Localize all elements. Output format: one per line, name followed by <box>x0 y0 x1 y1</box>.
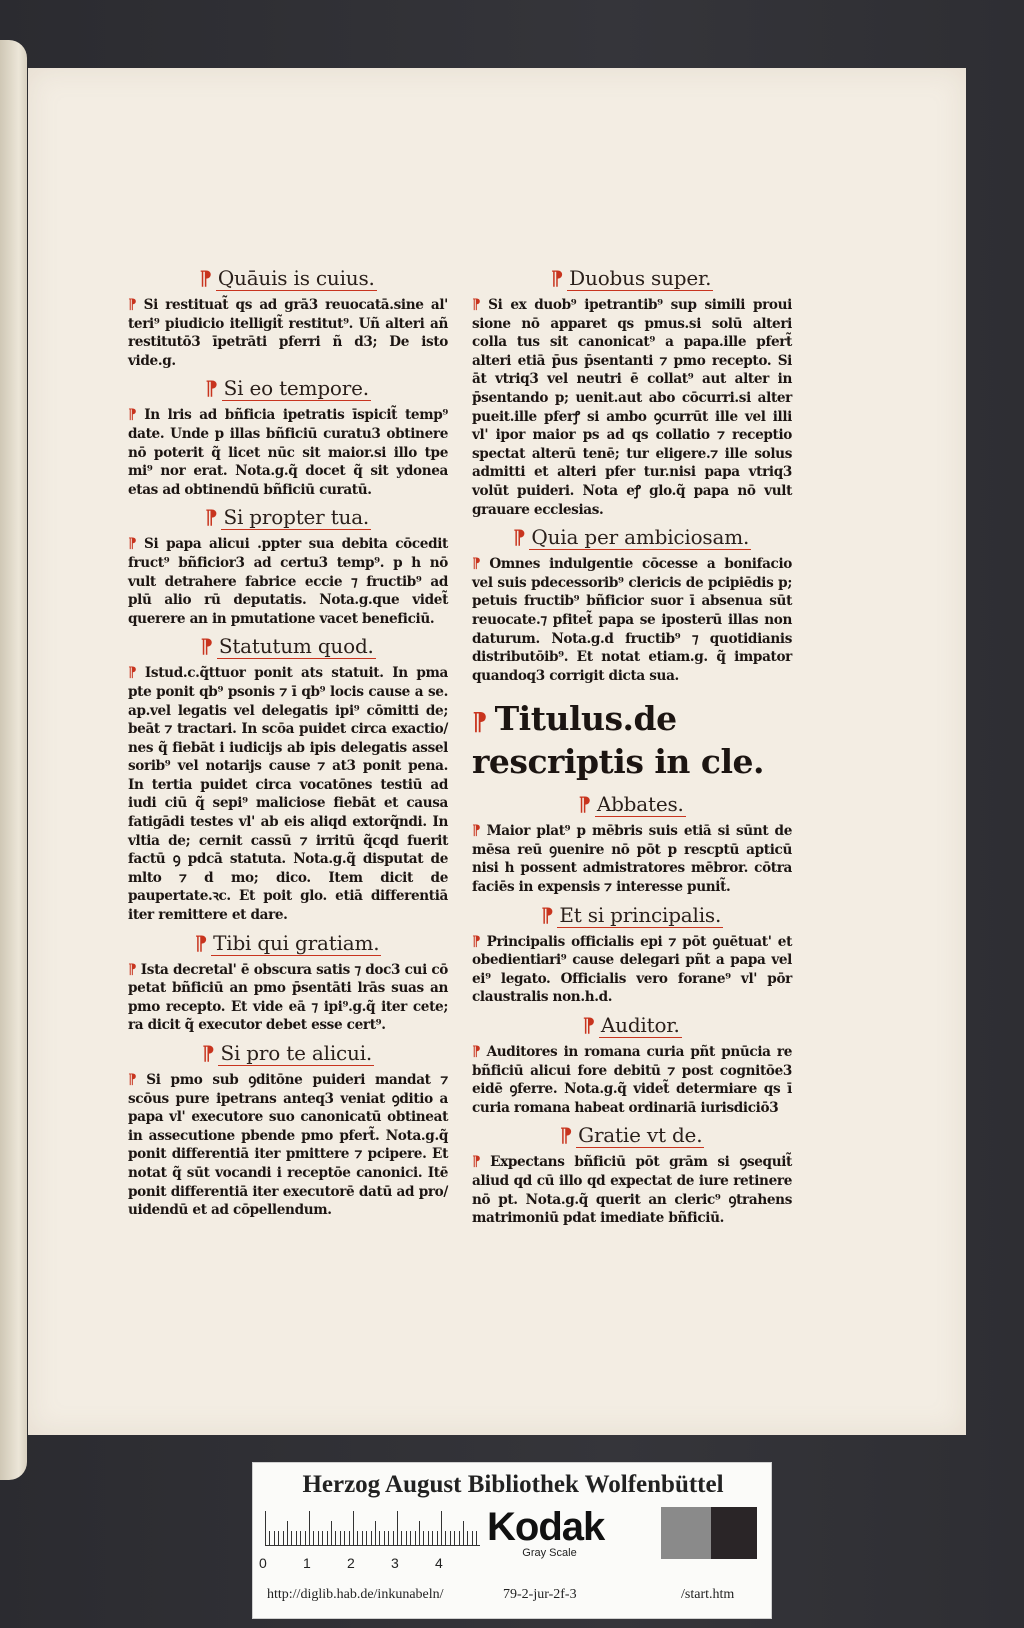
section-text: ⁋ Si restituat̃ qs ad grā3 reuocatā.sine al' teri⁹ piudicio itelligit̃ restitut⁹. Uñ alteri añ restitutō3 īpetrāti pferri ñ d3; De isto vide.g. <box>128 297 448 369</box>
facing-page-edge <box>0 40 27 1480</box>
book-page <box>28 68 966 1435</box>
ruler-tick <box>318 1531 319 1545</box>
section-heading: ⁋ Abbates. <box>578 792 684 817</box>
ruler-tick <box>437 1531 438 1545</box>
ruler-tick <box>335 1531 336 1545</box>
section-heading: ⁋ Quāuis is cuius. <box>199 266 375 290</box>
ruler-label: 2 <box>347 1555 355 1571</box>
ruler-tick <box>415 1531 416 1545</box>
ruler-tick <box>379 1531 380 1545</box>
ruler-tick <box>454 1531 455 1545</box>
section-text: ⁋ Si papa alicui .ppter sua debita cōcedit fruct⁹ bñficior3 ad certu3 temp⁹. p h nō vult detrahere fabrice eccie ⁊ fructib⁹ ad plū alio rū deputatis. Nota.g.que videt̃ querere an in pmutatione vacet beneficiū. <box>128 536 448 627</box>
library-name: Herzog August Bibliothek Wolfenbüttel <box>302 1471 724 1498</box>
section-heading: ⁋ Quia per ambiciosam. <box>512 525 750 550</box>
color-scale-card <box>252 1462 772 1619</box>
url-part: 79-2-jur-2f-3 <box>503 1587 577 1602</box>
ruler-tick <box>445 1531 446 1545</box>
ruler-tick <box>441 1511 442 1545</box>
section-heading: ⁋ Si eo tempore. <box>205 376 369 401</box>
ruler-label: 0 <box>259 1555 267 1571</box>
section-text: ⁋ Maior plat⁹ p mēbris suis etiā si sūnt de mēsa reū ꝯuenire nō pōt p rescptū apticū nisi h possent admistratores mēbror. cōtra faciēs in expensis ⁊ interesse punit̃. <box>472 823 792 896</box>
ruler-tick <box>269 1531 270 1545</box>
ruler-tick <box>291 1531 292 1545</box>
ruler-tick <box>357 1531 358 1545</box>
ruler-tick <box>459 1531 460 1545</box>
gray-patch-dark <box>711 1507 757 1559</box>
ruler-tick <box>467 1531 468 1545</box>
left-column <box>128 260 448 1226</box>
section-heading: ⁋ Tibi qui gratiam. <box>194 930 380 955</box>
ruler-tick <box>406 1531 407 1545</box>
ruler <box>265 1511 480 1551</box>
section-heading: ⁋ Duobus super. <box>550 266 712 290</box>
section-text: ⁋ Principalis officialis epi ⁊ pōt ꝯuētuat' et obedientiari⁹ cause delegari pñt a papa vel ei⁹ legato. Officialis vero forane⁹ vl' pōr claustralis non.h.d. <box>472 933 792 1006</box>
ruler-tick <box>344 1531 345 1545</box>
section-heading: ⁋ Si pro te alicui. <box>201 1041 373 1065</box>
ruler-tick <box>476 1531 477 1545</box>
section-text: ⁋ Ista decretal' ē obscura satis ⁊ doc3 cui cō petat bñficiū an pmo p̄sentāti lrās suas an pmo recepto. Et vide eā ⁊ ipi⁹.g.q̃ iter cete; ra dicit q̃ executor debet esse cert⁹. <box>128 961 448 1034</box>
section-heading: ⁋ Et si principalis. <box>540 902 722 927</box>
section-heading: ⁋ Gratie vt de. <box>559 1123 703 1148</box>
ruler-tick <box>362 1531 363 1545</box>
section-text: ⁋ Istud.c.q̃ttuor ponit ats statuit. In pma pte ponit qb⁹ psonis ⁊ ī qb⁹ locis cause a se. ap.vel legatis vel delegatis ipi⁹ cōmitti de; beāt ⁊ tractari. In scōa puidet circa exactio/ nes q̃ fiebāt i iudicijs ab ipis delegatis assel sorib⁹ vel notarijs cause ⁊ at3 ponit pena. In tertia puidet circa vocatōnes testiū ad iudi ciū q̃ sepi⁹ maliciose fiebāt et causa fatigādi testes vl' ab eis aliqd extorq̃ndi. In vltia de; cernit cassū ⁊ irritū q̃cqd fuerit factū ꝯ pdcā statuta. Nota.g.q̃ disputat de mlto ⁊ d mo; dico. Item dicit de paupertate.ꝛc. Et poit glo. etiā differentiā iter remittere et dare. <box>128 665 448 924</box>
ruler-label: 4 <box>435 1555 443 1571</box>
ruler-tick <box>353 1511 354 1545</box>
ruler-label: 1 <box>303 1555 311 1571</box>
ruler-label: 3 <box>391 1555 399 1571</box>
chapter-title: ⁋ Titulus.de rescriptis in cle. <box>472 699 765 782</box>
ruler-tick <box>278 1531 279 1545</box>
ruler-tick <box>397 1511 398 1545</box>
section-text: ⁋ Si pmo sub ꝯditōne puideri mandat ⁊ scōus pure ipetrans anteq3 veniat ꝯditio a papa vl' executore suo canonicatū obtineat in assecutione pbende pmo pfert̃. Nota.g.q̃ ponit differentiā iter pmittere ⁊ pcipere. Et notat q̃ sūt vocandi i receptōe canonici. Itē ponit differentiā iter executorē datū ad pro/ uidendū et ad cōpellendum. <box>128 1072 448 1219</box>
gray-patch-mid <box>661 1507 711 1559</box>
ruler-tick <box>419 1521 420 1545</box>
ruler-tick <box>432 1531 433 1545</box>
brand-name: Kodak <box>487 1505 605 1549</box>
ruler-tick <box>340 1531 341 1545</box>
ruler-tick <box>388 1531 389 1545</box>
ruler-tick <box>283 1531 284 1545</box>
right-column <box>472 260 792 1234</box>
ruler-tick <box>349 1531 350 1545</box>
ruler-tick <box>450 1531 451 1545</box>
ruler-tick <box>327 1531 328 1545</box>
ruler-tick <box>401 1531 402 1545</box>
ruler-tick <box>375 1521 376 1545</box>
section-heading: ⁋ Si propter tua. <box>204 505 370 530</box>
section-text: ⁋ Expectans bñficiū pōt grām si ꝯsequit̃ aliud qd cū illo qd expectat de iure retinere nō pt. Nota.g.q̃ querit an cleric⁹ ꝯtrahens matrimoniū pdat imediate bñficiū. <box>472 1154 792 1227</box>
ruler-tick <box>287 1521 288 1545</box>
ruler-tick <box>300 1531 301 1545</box>
url-part: /start.htm <box>681 1587 735 1602</box>
url-part: http://diglib.hab.de/inkunabeln/ <box>267 1587 444 1602</box>
brand-subtitle: Gray Scale <box>522 1547 577 1559</box>
ruler-tick <box>331 1521 332 1545</box>
section-heading: ⁋ Auditor. <box>582 1013 680 1038</box>
ruler-tick <box>309 1511 310 1545</box>
ruler-tick <box>313 1531 314 1545</box>
ruler-tick <box>463 1521 464 1545</box>
ruler-tick <box>384 1531 385 1545</box>
ruler-tick <box>410 1531 411 1545</box>
ruler-baseline <box>265 1545 480 1546</box>
ruler-tick <box>393 1531 394 1545</box>
ruler-tick <box>472 1531 473 1545</box>
section-text: ⁋ Si ex duob⁹ ipetrantib⁹ sup simili proui sione nō apparet qs pmus.si solū alteri colla tus sit canonicat⁹ a papa.ille pfert̃ alteri etiā p̄us p̄sentanti ⁊ pmo recepto. Si āt vtriq3 vel neutri ē collat⁹ aut alter in p̄sentando p; uenit.aut abo cōcurri.si alter pueit.ille pferꝭ si ambo ꝯcurrūt ille vel illi vl' ipor maior ps ad qs collatio ⁊ receptio spectat alterū tenē; tur eligere.⁊ ille solus admitti et alteri pfer tur.nisi papa vtriq3 volūt puideri. Nota eꝭ glo.q̃ papa nō vult grauare ecclesias. <box>472 297 792 518</box>
ruler-tick <box>366 1531 367 1545</box>
ruler-tick <box>423 1531 424 1545</box>
section-heading: ⁋ Statutum quod. <box>200 634 374 659</box>
section-text: ⁋ Omnes indulgentie cōcesse a bonifacio vel suis pdecessorib⁹ clericis de pcipiēdis p; petuis fructib⁹ bñficior suor ī absenua sūt reuocate.⁊ pfitet̃ papa se iposterū illas non daturum. Nota.g.d fructib⁹ ⁊ quotidianis distributōib⁹. Et notat etiam.g. q̃ impator quandoq3 corrigit dicta sua. <box>472 556 792 684</box>
section-text: ⁋ Auditores in romana curia pñt pnūcia re bñficiū alicui fore debitū ⁊ post cognitōe3 eidē ꝯferre. Nota.g.q̃ videt̃ determiare qs ī curia romana habeat ordinariā iurisdiciō3 <box>472 1044 793 1116</box>
ruler-tick <box>371 1531 372 1545</box>
ruler-tick <box>265 1511 266 1545</box>
ruler-tick <box>305 1531 306 1545</box>
ruler-tick <box>296 1531 297 1545</box>
ruler-tick <box>274 1531 275 1545</box>
ruler-tick <box>322 1531 323 1545</box>
section-text: ⁋ In lris ad bñficia ipetratis īspicit̃ temp⁹ date. Unde p illas bñficiū curatu3 obtinere nō poterit q̃ licet nūc sit maior.si illo tpe mi⁹ nor erat. Nota.g.q̃ docet q̃ sit ydonea etas ad obtinendū bñficiū curatū. <box>128 407 448 498</box>
kodak-logo <box>487 1505 612 1560</box>
ruler-tick <box>428 1531 429 1545</box>
